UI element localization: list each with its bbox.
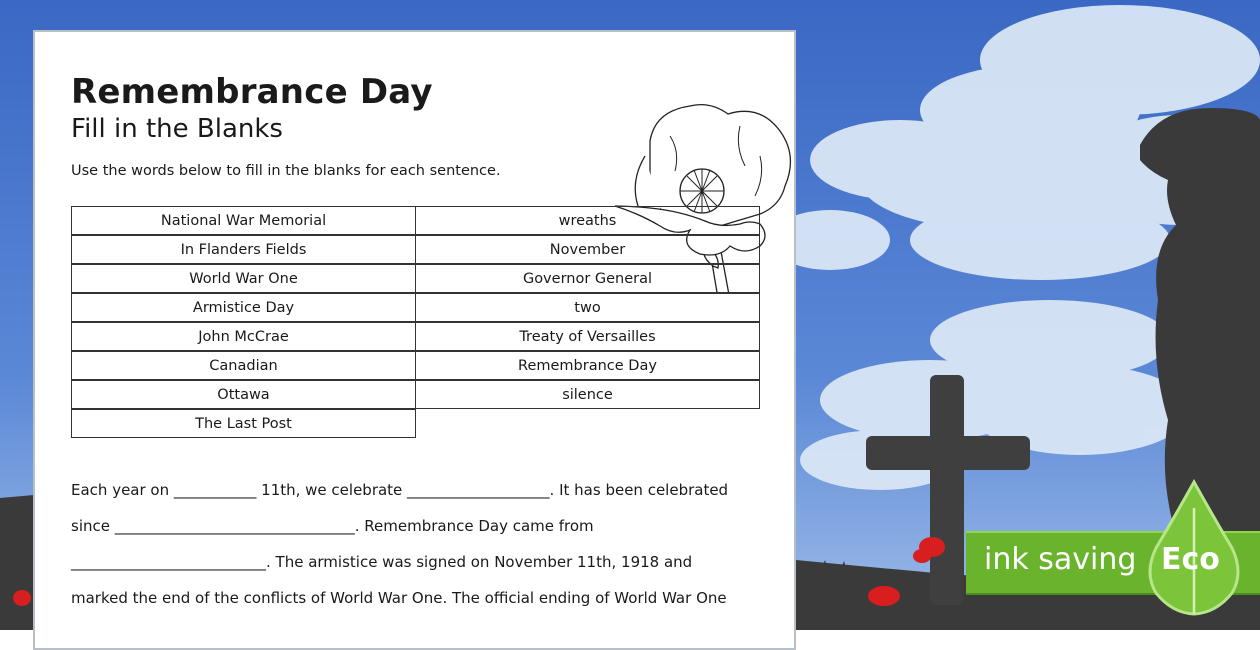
fill-in-passage [71, 472, 771, 616]
word-bank-cell: silence [415, 380, 760, 409]
page-title: Remembrance Day [71, 72, 433, 112]
word-bank-cell: Canadian [71, 351, 416, 380]
word-bank-cell: November [415, 235, 760, 264]
instructions-text: Use the words below to fill in the blanks for each sentence. [71, 163, 501, 179]
word-bank-cell: wreaths [415, 206, 760, 235]
word-bank-cell: Armistice Day [71, 293, 416, 322]
passage-line: __________________________. The armistice was signed on November 11th, 1918 and [71, 553, 693, 571]
word-bank-cell: World War One [71, 264, 416, 293]
worksheet-page [33, 30, 796, 650]
word-bank-cell: Ottawa [71, 380, 416, 409]
word-bank-cell: Governor General [415, 264, 760, 293]
passage-line: since ________________________________. Remembrance Day came from [71, 517, 594, 535]
page-subtitle: Fill in the Blanks [71, 114, 283, 144]
badge-text: ink saving [984, 542, 1137, 577]
passage-line: marked the end of the conflicts of World War One. The official ending of World War One [71, 589, 727, 607]
word-bank-cell: Remembrance Day [415, 351, 760, 380]
badge-label: Eco [1161, 542, 1220, 577]
passage-line: Each year on ___________ 11th, we celebrate ___________________. It has been celebrated [71, 481, 729, 499]
word-bank-cell: The Last Post [71, 409, 416, 438]
word-bank-cell: In Flanders Fields [71, 235, 416, 264]
ink-saving-badge [966, 478, 1260, 618]
word-bank [71, 206, 761, 438]
word-bank-cell: Treaty of Versailles [415, 322, 760, 351]
word-bank-cell: John McCrae [71, 322, 416, 351]
word-bank-cell: National War Memorial [71, 206, 416, 235]
word-bank-cell: two [415, 293, 760, 322]
